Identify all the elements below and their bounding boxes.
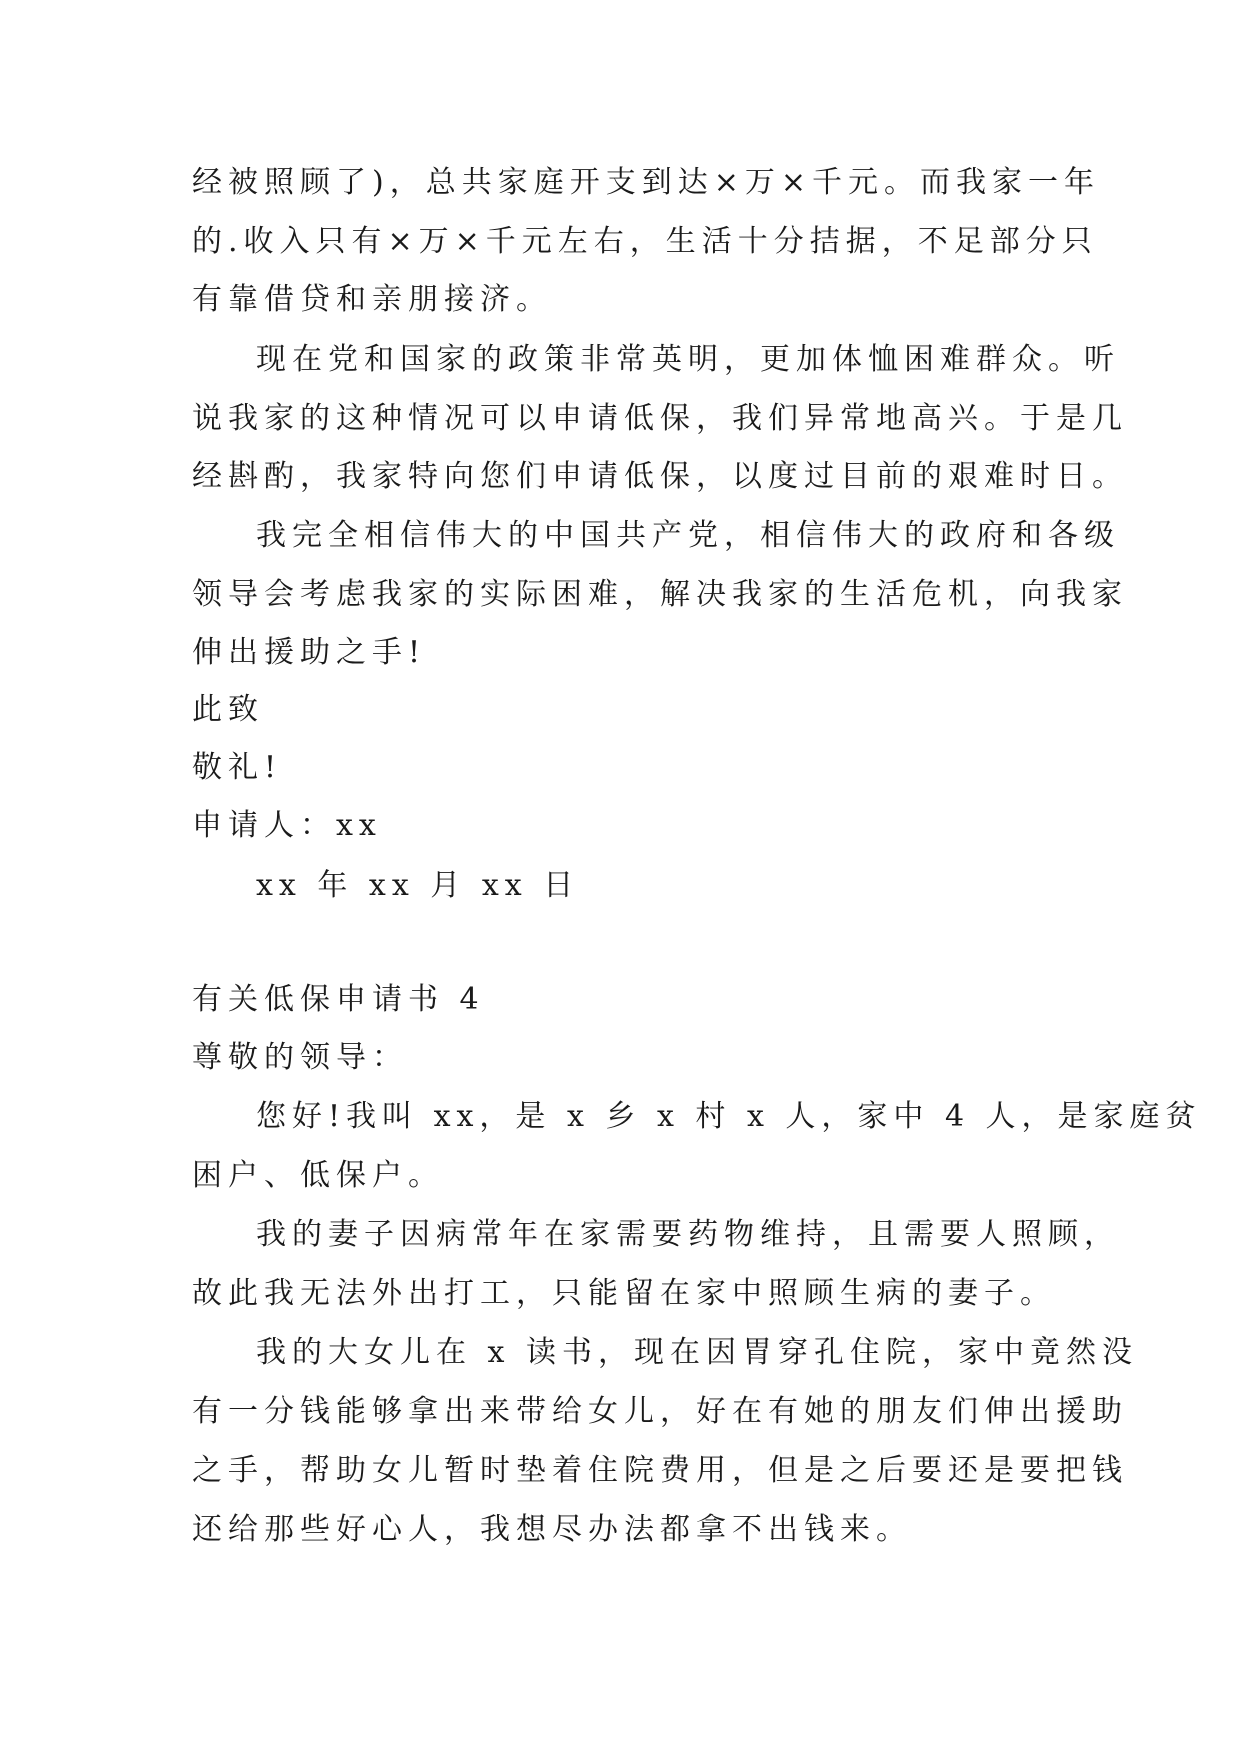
body-line: 领导会考虑我家的实际困难，解决我家的生活危机，向我家	[192, 577, 1128, 612]
greeting: 尊敬的领导：	[192, 1040, 408, 1075]
body-line: 说我家的这种情况可以申请低保，我们异常地高兴。于是几	[192, 401, 1128, 436]
closing-regards: 敬礼!	[192, 750, 283, 785]
body-line: 现在党和国家的政策非常英明，更加体恤困难群众。听	[256, 342, 1120, 377]
body-line: 的.收入只有×万×千元左右，生活十分拮据，不足部分只	[192, 224, 1098, 259]
body-line: 我的大女儿在 x 读书，现在因胃穿孔住院，家中竟然没	[256, 1335, 1138, 1370]
body-line: 还给那些好心人，我想尽办法都拿不出钱来。	[192, 1512, 912, 1547]
body-line: 经被照顾了)，总共家庭开支到达×万×千元。而我家一年	[192, 165, 1100, 200]
body-line: 经斟酌，我家特向您们申请低保，以度过目前的艰难时日。	[192, 459, 1128, 494]
section-title: 有关低保申请书 4	[192, 982, 485, 1017]
body-line: 困户、低保户。	[192, 1158, 444, 1193]
body-line: 之手，帮助女儿暂时垫着住院费用，但是之后要还是要把钱	[192, 1453, 1128, 1488]
body-line: 我完全相信伟大的中国共产党，相信伟大的政府和各级	[256, 518, 1120, 553]
applicant-signature: 申请人：xx	[192, 808, 382, 843]
body-line: 故此我无法外出打工，只能留在家中照顾生病的妻子。	[192, 1276, 1056, 1311]
closing-salutation: 此致	[192, 692, 264, 727]
signature-date: xx 年 xx 月 xx 日	[256, 868, 580, 903]
body-line: 您好!我叫 xx，是 x 乡 x 村 x 人，家中 4 人，是家庭贫	[256, 1099, 1202, 1134]
body-line: 伸出援助之手!	[192, 635, 427, 670]
body-line: 有一分钱能够拿出来带给女儿，好在有她的朋友们伸出援助	[192, 1394, 1128, 1429]
body-line: 我的妻子因病常年在家需要药物维持，且需要人照顾，	[256, 1217, 1120, 1252]
body-line: 有靠借贷和亲朋接济。	[192, 282, 552, 317]
